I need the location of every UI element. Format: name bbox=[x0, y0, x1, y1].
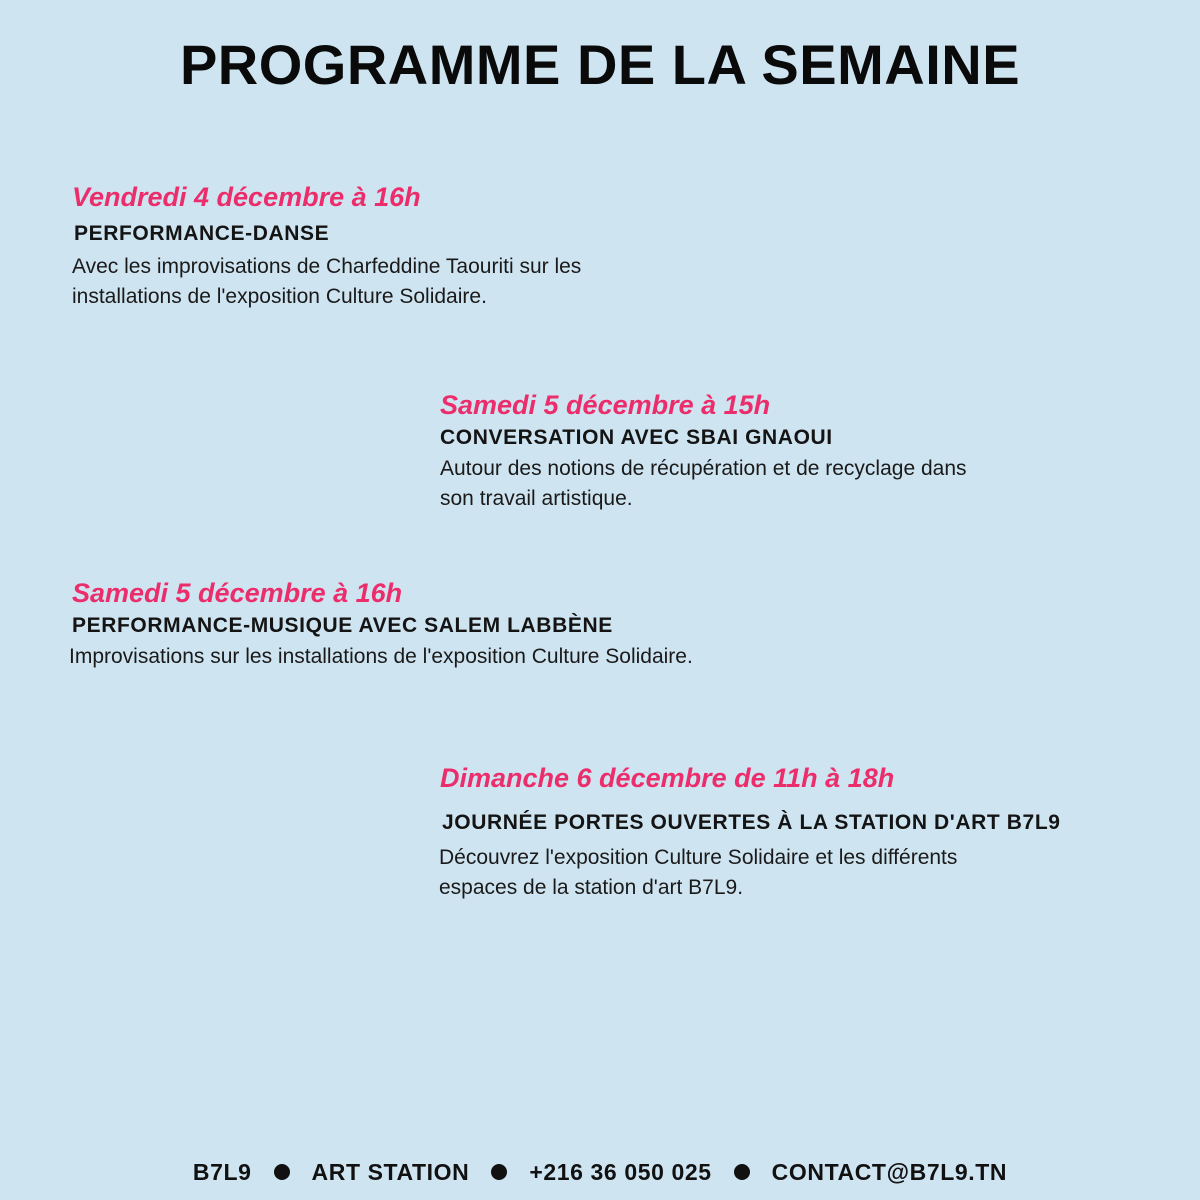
page-title: PROGRAMME DE LA SEMAINE bbox=[179, 33, 1021, 96]
description-line: Découvrez l'exposition Culture Solidaire et les différents bbox=[439, 846, 958, 869]
event-description bbox=[72, 252, 712, 312]
event-date: Samedi 5 décembre à 15h bbox=[440, 390, 771, 420]
description-line: Avec les improvisations de Charfeddine Taouriti sur les bbox=[72, 255, 582, 278]
event-description bbox=[440, 454, 1080, 514]
description-line: Improvisations sur les installations de l'exposition Culture Solidaire. bbox=[69, 645, 693, 668]
event-item-1 bbox=[72, 180, 712, 312]
event-heading: JOURNÉE PORTES OUVERTES À LA STATION D'ART B7L9 bbox=[442, 811, 1061, 834]
description-line: Autour des notions de récupération et de recyclage dans bbox=[440, 457, 967, 480]
bullet-dot-icon bbox=[734, 1164, 750, 1180]
footer-phone: +216 36 050 025 bbox=[529, 1158, 712, 1185]
description-line: installations de l'exposition Culture Solidaire. bbox=[72, 285, 487, 308]
event-description bbox=[439, 843, 1120, 903]
bullet-dot-icon bbox=[491, 1164, 507, 1180]
footer-contact-bar bbox=[0, 1155, 1200, 1189]
description-line: espaces de la station d'art B7L9. bbox=[439, 876, 744, 899]
footer-art-station: ART STATION bbox=[311, 1158, 470, 1185]
event-item-4 bbox=[440, 761, 1120, 903]
event-date: Dimanche 6 décembre de 11h à 18h bbox=[440, 763, 895, 793]
event-heading: PERFORMANCE-DANSE bbox=[74, 222, 330, 245]
footer-email: CONTACT@B7L9.TN bbox=[771, 1158, 1008, 1185]
event-date: Samedi 5 décembre à 16h bbox=[72, 578, 403, 608]
footer-brand: B7L9 bbox=[192, 1158, 252, 1185]
event-heading: PERFORMANCE-MUSIQUE AVEC SALEM LABBÈNE bbox=[72, 614, 613, 637]
bullet-dot-icon bbox=[274, 1164, 290, 1180]
description-line: son travail artistique. bbox=[440, 487, 633, 510]
event-heading: CONVERSATION AVEC SBAI GNAOUI bbox=[440, 426, 833, 449]
event-description bbox=[69, 642, 832, 672]
event-item-2 bbox=[440, 388, 1080, 514]
event-item-3 bbox=[69, 576, 832, 672]
event-date: Vendredi 4 décembre à 16h bbox=[72, 182, 421, 212]
